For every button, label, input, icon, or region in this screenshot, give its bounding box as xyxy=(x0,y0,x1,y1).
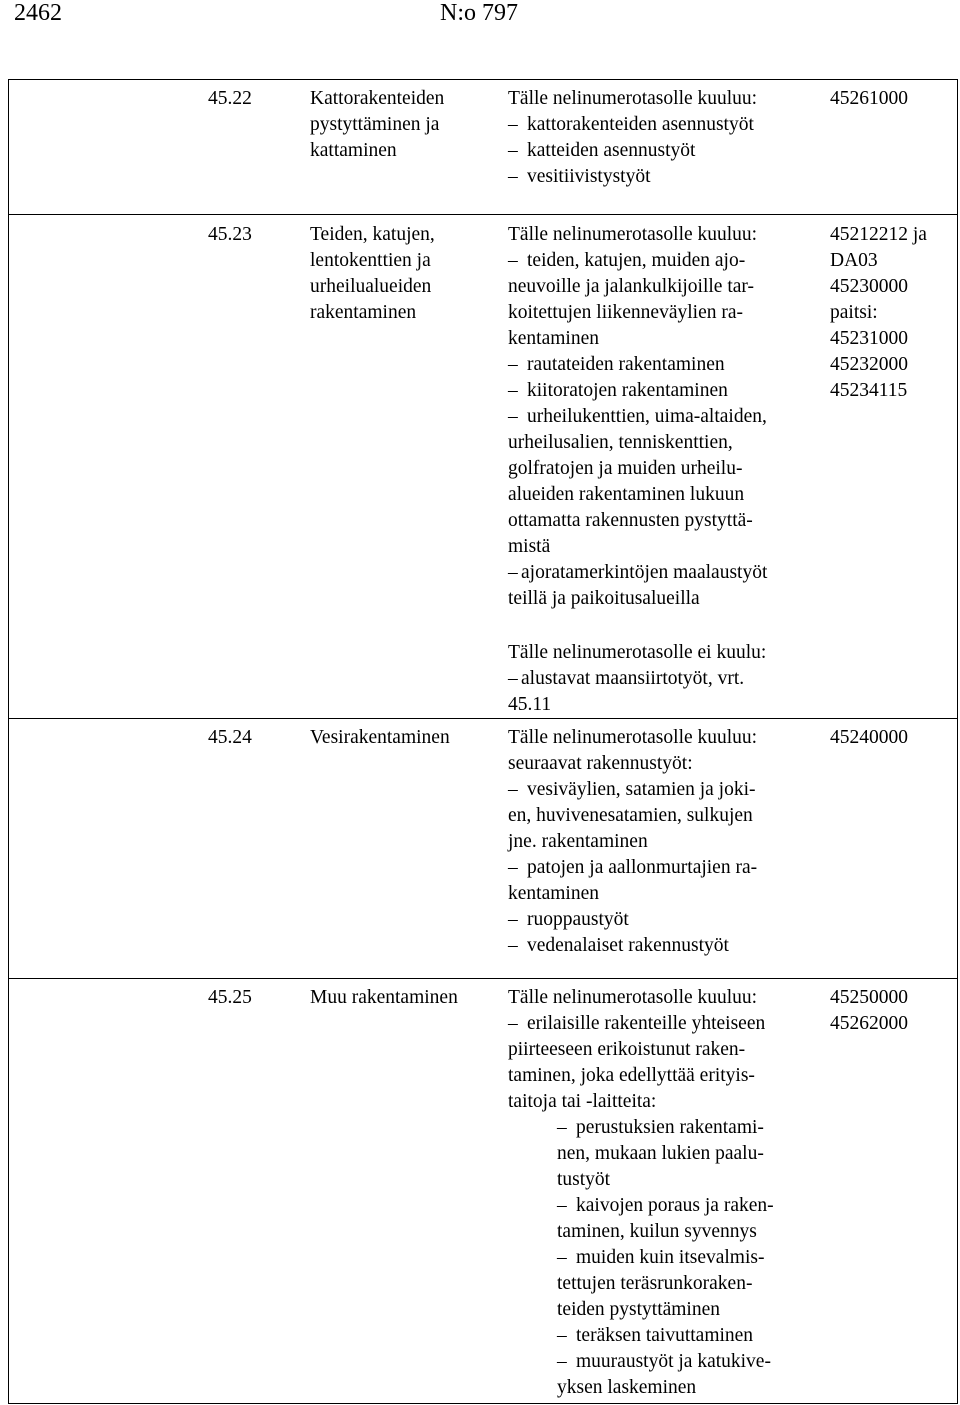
row-subcontent xyxy=(557,1115,774,1401)
row-content xyxy=(508,86,757,190)
dash-bullet xyxy=(557,1245,576,1271)
dash-bullet xyxy=(508,248,527,274)
content-line: ottamatta rakennusten pystyttä- xyxy=(508,510,753,531)
cpv-code: 45261000 xyxy=(830,88,908,109)
content-line: –muiden kuin itsevalmis- xyxy=(557,1245,774,1271)
content-line: –kattorakenteiden asennustyöt xyxy=(508,112,757,138)
title-line: Vesirakentaminen xyxy=(310,727,450,748)
content-line: koitettujen liikenneväylien ra- xyxy=(508,302,743,323)
dash-bullet xyxy=(557,1349,576,1375)
title-line: rakentaminen xyxy=(310,302,417,323)
content-line: Tälle nelinumerotasolle ei kuulu: xyxy=(508,642,767,663)
cpv-code: 45250000 xyxy=(830,987,908,1008)
content-line: –muuraustyöt ja katukive- xyxy=(557,1349,774,1375)
content-line: Tälle nelinumerotasolle kuuluu: xyxy=(508,987,758,1008)
table-top-border xyxy=(8,79,958,80)
content-line: –alustavat maansiirtotyöt, vrt. xyxy=(508,666,766,692)
content-line: teillä ja paikoitusalueilla xyxy=(508,588,700,609)
dash-bullet xyxy=(508,933,527,959)
row-content xyxy=(508,725,757,959)
content-line: –ruoppaustyöt xyxy=(508,907,757,933)
content-line: teiden pystyttäminen xyxy=(557,1299,721,1320)
content-line: mistä xyxy=(508,536,551,557)
content-line: –rautateiden rakentaminen xyxy=(508,352,767,378)
dash-bullet xyxy=(508,164,527,190)
cpv-code: 45230000 xyxy=(830,276,908,297)
content-line: Tälle nelinumerotasolle kuuluu: xyxy=(508,88,758,109)
dash-bullet xyxy=(557,1323,576,1349)
table-right-border xyxy=(957,79,958,1404)
content-line: 45.11 xyxy=(508,694,552,715)
table-left-border xyxy=(8,79,9,1404)
title-line: kattaminen xyxy=(310,140,397,161)
row-code: 45.24 xyxy=(208,727,252,748)
content-line: urheilusalien, tenniskenttien, xyxy=(508,432,733,453)
content-line: neuvoille ja jalankulkijoille tar- xyxy=(508,276,754,297)
row-cpv xyxy=(830,985,908,1037)
content-line: tettujen teräsrunkoraken- xyxy=(557,1273,753,1294)
content-line: tustyöt xyxy=(557,1169,611,1190)
dash-bullet xyxy=(508,138,527,164)
table-bottom-border xyxy=(8,1403,958,1404)
cpv-code: 45240000 xyxy=(830,727,908,748)
page-number: 2462 xyxy=(14,0,62,26)
row-content xyxy=(508,222,767,612)
title-line: pystyttäminen ja xyxy=(310,114,440,135)
dash-bullet xyxy=(508,378,527,404)
dash-bullet xyxy=(508,112,527,138)
cpv-code: 45231000 xyxy=(830,328,908,349)
content-line: –perustuksien rakentami- xyxy=(557,1115,774,1141)
row-title xyxy=(310,222,435,326)
dash-bullet xyxy=(508,1011,527,1037)
content-line: jne. rakentaminen xyxy=(508,831,648,852)
content-line: taminen, joka edellyttää erityis- xyxy=(508,1065,755,1086)
content-line: –vesitiivistystyöt xyxy=(508,164,757,190)
row-content xyxy=(508,985,765,1115)
row-divider xyxy=(8,214,958,215)
row-exclusions xyxy=(508,640,766,718)
content-line: alueiden rakentaminen lukuun xyxy=(508,484,745,505)
title-line: Muu rakentaminen xyxy=(310,987,458,1008)
row-title xyxy=(310,725,450,751)
document-number: N:o 797 xyxy=(440,0,518,26)
content-line: taminen, kuilun syvennys xyxy=(557,1221,757,1242)
dash-bullet xyxy=(508,560,521,586)
row-cpv xyxy=(830,725,908,751)
cpv-code: paitsi: xyxy=(830,302,878,323)
title-line: urheilualueiden xyxy=(310,276,432,297)
dash-bullet xyxy=(508,777,527,803)
row-cpv xyxy=(830,86,908,112)
cpv-code: 45234115 xyxy=(830,380,908,401)
cpv-code: 45212212 ja xyxy=(830,224,927,245)
content-line: golfratojen ja muiden urheilu- xyxy=(508,458,743,479)
dash-bullet xyxy=(508,404,527,430)
row-code: 45.23 xyxy=(208,224,252,245)
content-line: –urheilukenttien, uima-altaiden, xyxy=(508,404,767,430)
row-divider xyxy=(8,718,958,719)
dash-bullet xyxy=(508,352,527,378)
content-line: seuraavat rakennustyöt: xyxy=(508,753,693,774)
row-cpv xyxy=(830,222,927,404)
row-divider xyxy=(8,978,958,979)
row-code: 45.22 xyxy=(208,88,252,109)
row-title xyxy=(310,86,444,164)
content-line: –patojen ja aallonmurtajien ra- xyxy=(508,855,757,881)
content-line: –kiitoratojen rakentaminen xyxy=(508,378,767,404)
content-line: piirteeseen erikoistunut raken- xyxy=(508,1039,746,1060)
content-line: yksen laskeminen xyxy=(557,1377,697,1398)
content-line: en, huvivenesatamien, sulkujen xyxy=(508,805,753,826)
dash-bullet xyxy=(557,1193,576,1219)
content-line: –vesiväylien, satamien ja joki- xyxy=(508,777,757,803)
row-title xyxy=(310,985,458,1011)
content-line: taitoja tai -laitteita: xyxy=(508,1091,657,1112)
content-line: kentaminen xyxy=(508,883,599,904)
cpv-code: 45232000 xyxy=(830,354,908,375)
cpv-code: 45262000 xyxy=(830,1013,908,1034)
content-line: Tälle nelinumerotasolle kuuluu: xyxy=(508,727,758,748)
content-line: –ajoratamerkintöjen maalaustyöt xyxy=(508,560,767,586)
title-line: Kattorakenteiden xyxy=(310,88,445,109)
dash-bullet xyxy=(508,666,521,692)
content-line: –teräksen taivuttaminen xyxy=(557,1323,774,1349)
cpv-code: DA03 xyxy=(830,250,878,271)
content-line: –erilaisille rakenteille yhteiseen xyxy=(508,1011,765,1037)
dash-bullet xyxy=(508,907,527,933)
content-line: –katteiden asennustyöt xyxy=(508,138,757,164)
title-line: lentokenttien ja xyxy=(310,250,431,271)
title-line: Teiden, katujen, xyxy=(310,224,435,245)
row-code: 45.25 xyxy=(208,987,252,1008)
content-line: –teiden, katujen, muiden ajo- xyxy=(508,248,767,274)
content-line: –kaivojen poraus ja raken- xyxy=(557,1193,774,1219)
content-line: Tälle nelinumerotasolle kuuluu: xyxy=(508,224,758,245)
dash-bullet xyxy=(508,855,527,881)
content-line: nen, mukaan lukien paalu- xyxy=(557,1143,764,1164)
content-line: –vedenalaiset rakennustyöt xyxy=(508,933,757,959)
content-line: kentaminen xyxy=(508,328,599,349)
dash-bullet xyxy=(557,1115,576,1141)
